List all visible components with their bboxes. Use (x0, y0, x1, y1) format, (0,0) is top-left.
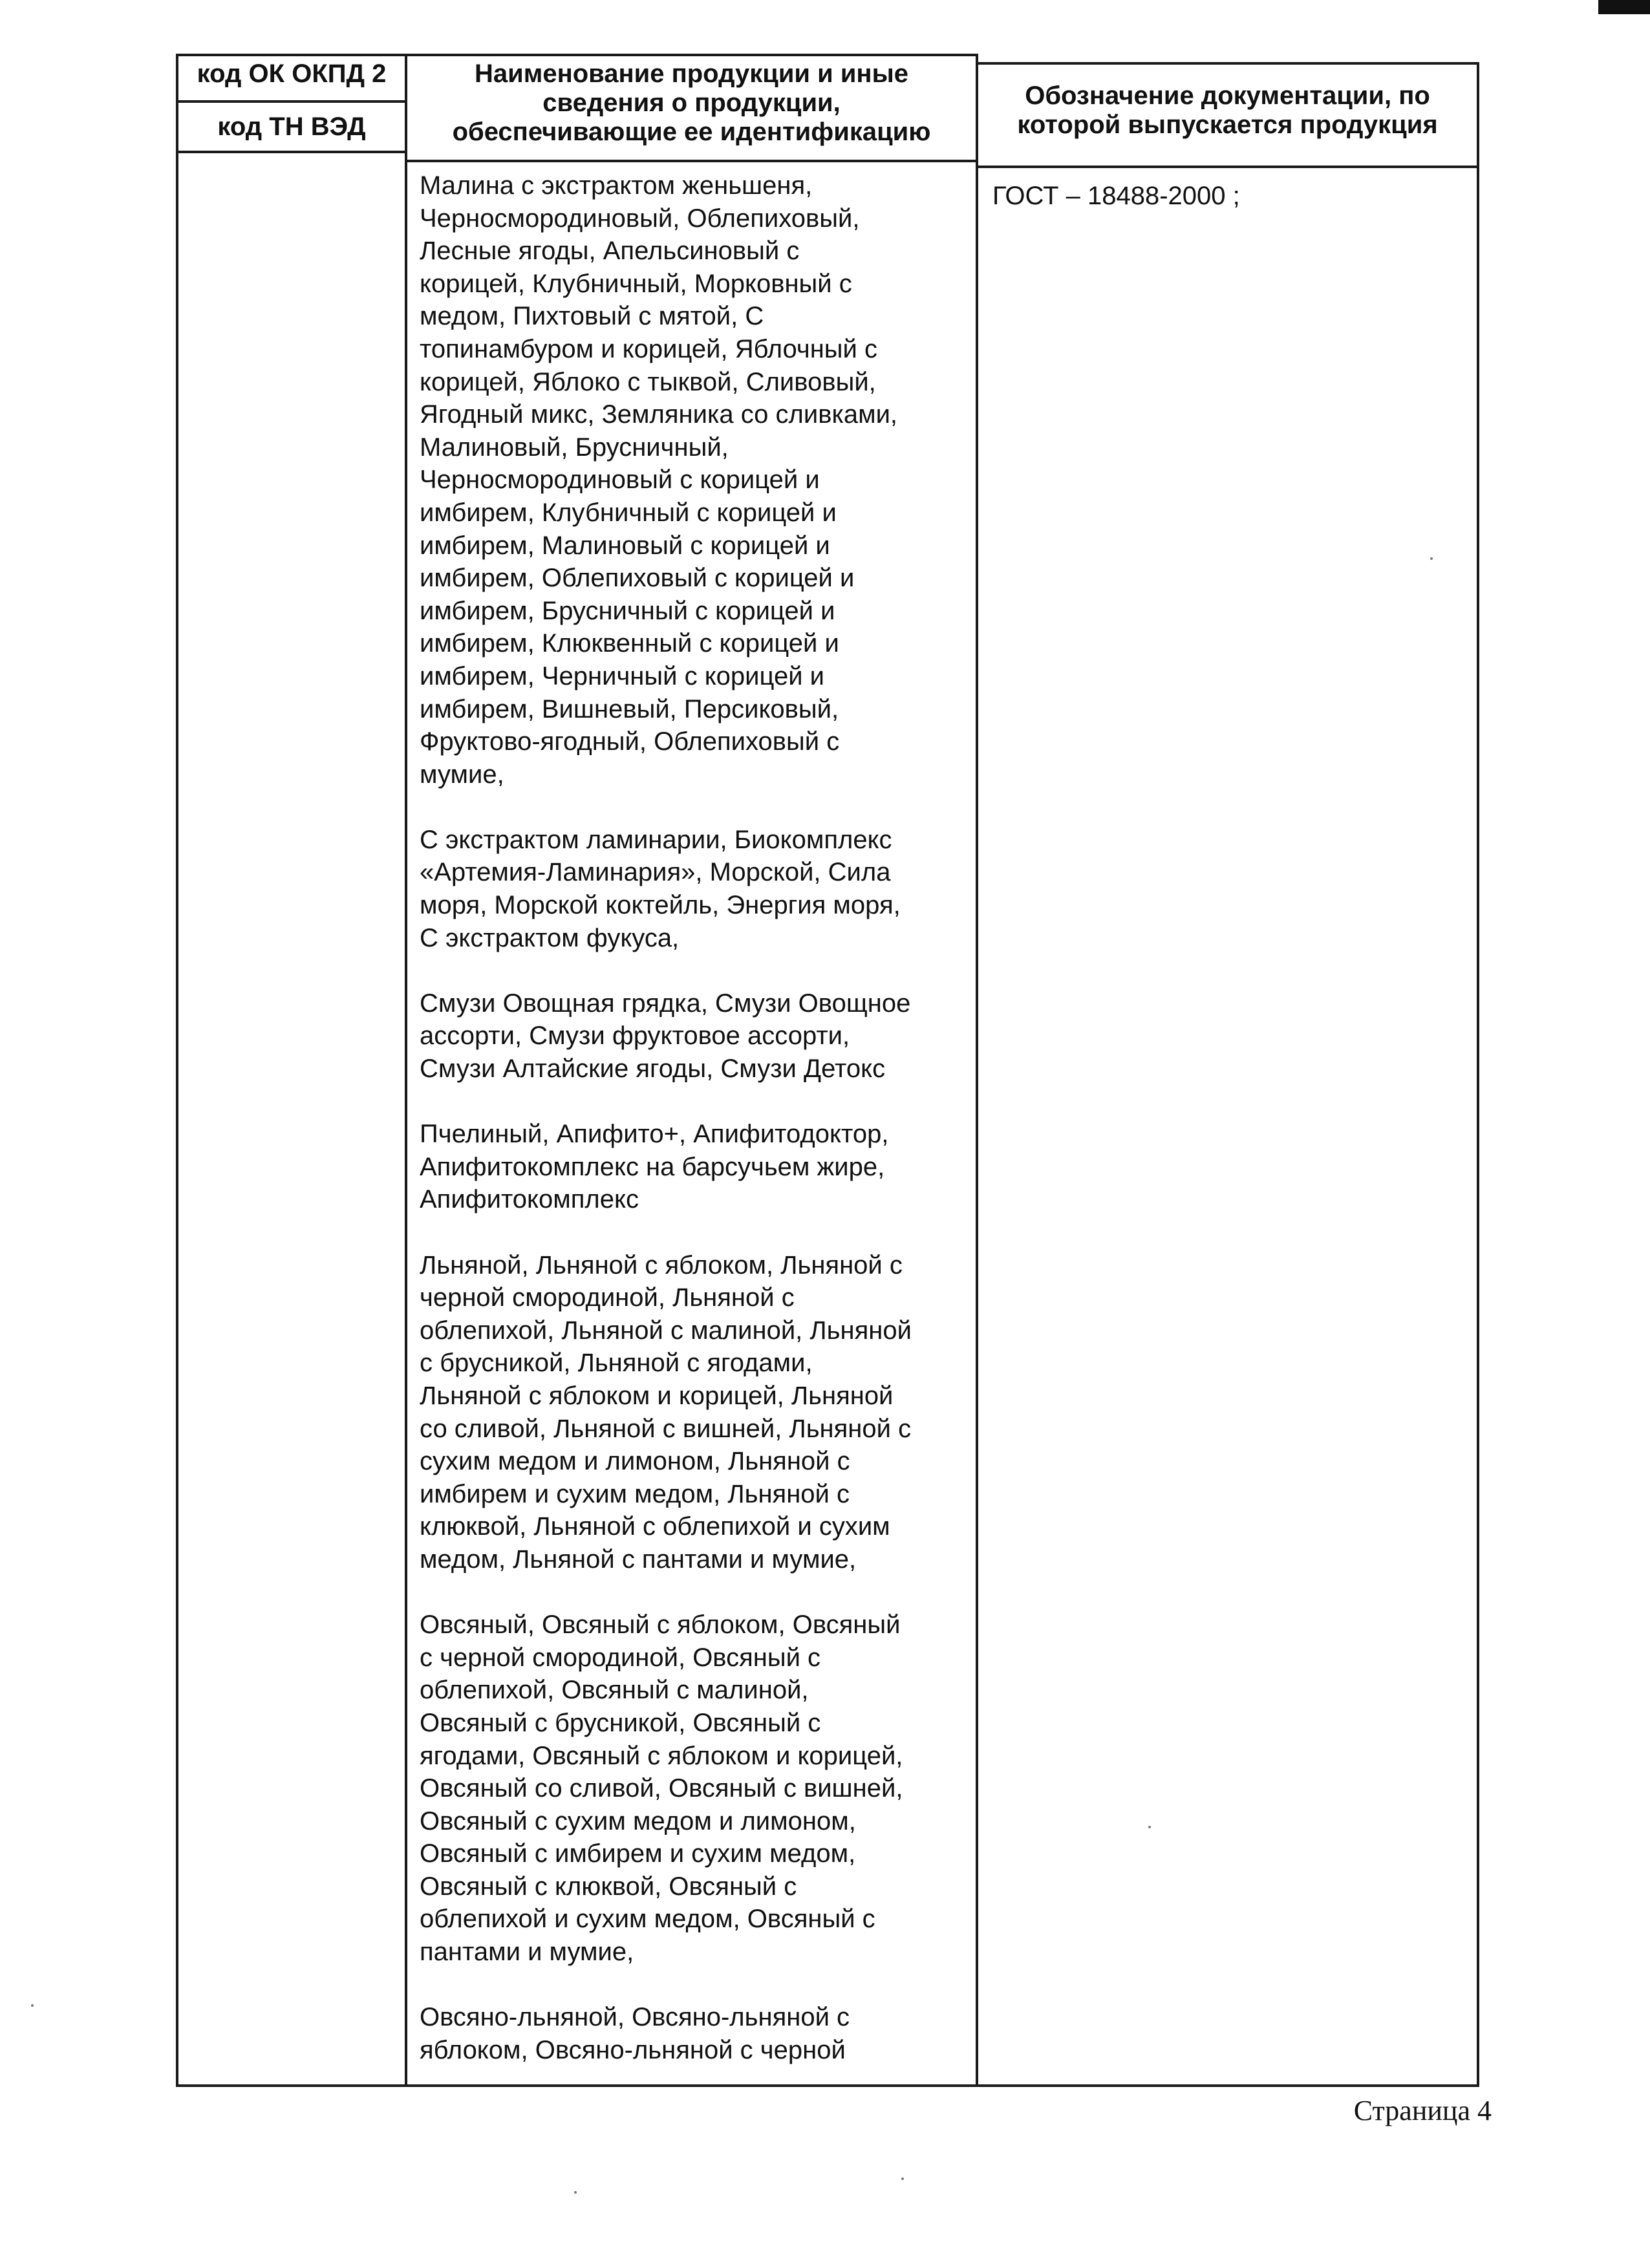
scan-speck (31, 2004, 34, 2007)
product-paragraph: Пчелиный, Апифито+, Апифитодоктор, Апифитокомплекс на барсучьем жире, Апифитокомплекс (420, 1120, 889, 1214)
header-okpd-code: код ОК ОКПД 2 (197, 59, 387, 88)
product-paragraph: Смузи Овощная грядка, Смузи Овощное ассорти, Смузи фруктовое ассорти, Смузи Алтайские ягоды, Смузи Детокс (420, 989, 911, 1084)
product-paragraph: Овсяно-льняной, Овсяно-льняной с яблоком, Овсяно-льняной с черной (420, 2003, 850, 2064)
product-paragraph: С экстрактом ламинарии, Биокомплекс «Артемия-Ламинария», Морской, Сила моря, Морской коктейль, Энергия моря, С экстрактом фукуса, (420, 825, 901, 952)
documentation-column (976, 62, 1479, 2087)
scan-speck (1430, 557, 1433, 560)
product-paragraph: Льняной, Льняной с яблоком, Льняной с черной смородиной, Льняной с облепихой, Льняной с малиной, Льняной с брусникой, Льняной с ягодами, Льняной с яблоком и корицей, Льняной со сливой, Льняной с вишней, Льняной с сухим медом и лимоном, Льняной с имбирем и сухим медом, Льняной с клюквой, Льняной с облепихой и сухим медом, Льняной с пантами и мумие, (420, 1250, 912, 1574)
codes-column (176, 54, 407, 2087)
scan-speck (1148, 1826, 1151, 1828)
codes-header-bottom-border (176, 151, 407, 153)
doc-header-bottom-border (976, 166, 1479, 168)
product-name-cell (420, 169, 973, 2066)
scan-speck (574, 2191, 577, 2194)
product-paragraph: Малина с экстрактом женьшеня, Черносмородиновый, Облепиховый, Лесные ягоды, Апельсиновый с корицей, Клубничный, Морковный с медом, Пихтовый с мятой, С топинамбуром и корицей, Яблочный с корицей, Яблоко с тыквой, Сливовый, Ягодный микс, Земляника со сливками, Малиновый, Брусничный, Черносмородиновый с корицей и имбирем, Клубничный с корицей и имбирем, Малиновый с корицей и имбирем, Облепиховый с корицей и имбирем, Брусничный с корицей и имбирем, Клюквенный с корицей и имбирем, Черничный с корицей и имбирем, Вишневый, Персиковый, Фруктово-ягодный, Облепиховый с мумие, (420, 171, 898, 789)
scan-artifact (1598, 0, 1650, 14)
documentation-cell: ГОСТ – 18488-2000 ; (992, 182, 1240, 210)
header-documentation: Обозначение документации, по которой выпускается продукция (1017, 81, 1438, 139)
name-header-bottom-border (405, 160, 978, 162)
page-number: Страница 4 (1353, 2095, 1492, 2126)
header-product-name: Наименование продукции и иные сведения о продукции, обеспечивающие ее идентификацию (452, 59, 931, 146)
header-tnved-code: код ТН ВЭД (217, 112, 366, 141)
codes-header-divider (176, 100, 407, 103)
scan-speck (901, 2177, 904, 2180)
product-paragraph: Овсяный, Овсяный с яблоком, Овсяный с черной смородиной, Овсяный с облепихой, Овсяный с малиной, Овсяный с брусникой, Овсяный с ягодами, Овсяный с яблоком и корицей, Овсяный со сливой, Овсяный с вишней, Овсяный с сухим медом и лимоном, Овсяный с имбирем и сухим медом, Овсяный с клюквой, Овсяный с облепихой и сухим медом, Овсяный с пантами и мумие, (420, 1610, 903, 1967)
